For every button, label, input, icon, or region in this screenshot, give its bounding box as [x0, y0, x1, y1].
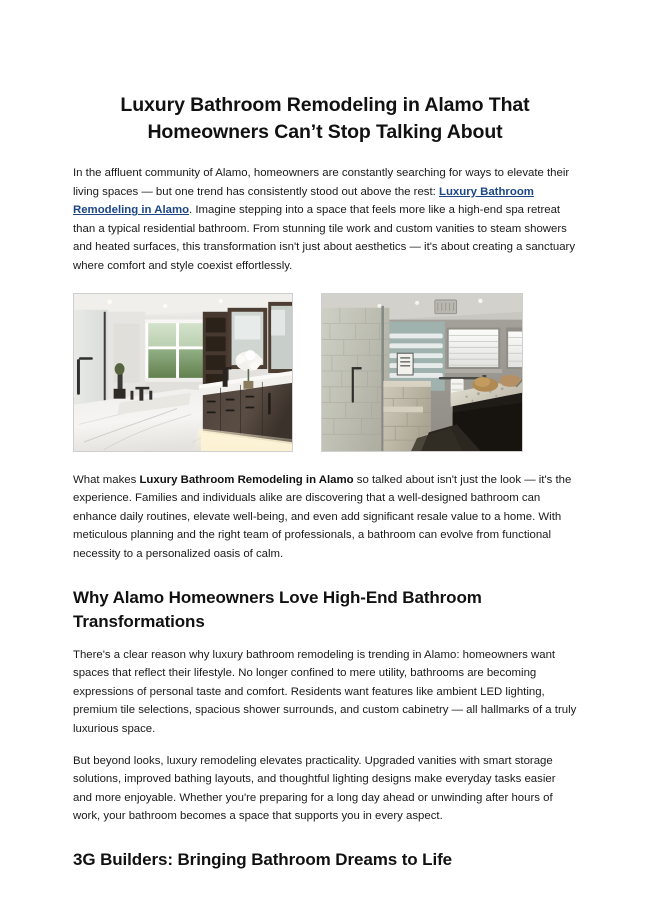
paragraph-intro-text-1: In the affluent community of Alamo, homeowners are constantly searching for ways to elevate their living spaces — but one trend has consistently stood out above the rest: [73, 167, 570, 198]
paragraph-experience-text-1: What makes [73, 473, 140, 486]
walk-in-shower-photo [322, 294, 522, 451]
section-heading-why-alamo: Why Alamo Homeowners Love High-End Bathroom Transformations [73, 587, 482, 631]
paragraph-trending: There's a clear reason why luxury bathroom remodeling is trending in Alamo: homeowners want spaces that reflect their lifestyle. No longer confined to mere utility, bathrooms are becoming expressions of personal taste and comfort. Residents want features like ambient LED lighting, premium tile selections, spacious shower surrounds, and custom cabinetry — all hallmarks of a truly luxurious space. [73, 648, 577, 735]
bathroom-image-right [321, 293, 523, 452]
section-heading-3g-builders: 3G Builders: Bringing Bathroom Dreams to Life [73, 849, 452, 869]
paragraph-experience-strong: Luxury Bathroom Remodeling in Alamo [139, 473, 354, 486]
bathroom-images-row [73, 293, 577, 452]
paragraph-experience-text-2: so talked about isn't just the look — it's the experience. Families and individuals alike are discovering that a well-designed bathroom can enhance daily routines, elevate well-being, and even add significant resale value to a home. With meticulous planning and the right team of professionals, a bathroom can evolve from functional necessity to a personalized oasis of calm. [73, 473, 572, 560]
paragraph-practicality: But beyond looks, luxury remodeling elevates practicality. Upgraded vanities with smart storage solutions, improved bathing layouts, and thoughtful lighting designs make everyday tasks easier and more enjoyable. Whether you're preparing for a long day ahead or unwinding after hours of work, your bathroom becomes a space that supports you in every aspect. [73, 754, 556, 823]
document-content [73, 92, 577, 884]
bathroom-image-left [73, 293, 293, 452]
page-title: Luxury Bathroom Remodeling in Alamo That Homeowners Can’t Stop Talking About [120, 94, 530, 143]
paragraph-experience [73, 471, 577, 564]
paragraph-intro-text-2: . Imagine stepping into a space that feels more like a high-end spa retreat than a typical residential bathroom. From stunning tile work and custom vanities to steam showers and heated surfaces, this transformation isn't just about aesthetics — it's about creating a sanctuary where comfort and style coexist effortlessly. [73, 204, 576, 272]
paragraph-intro [73, 164, 577, 276]
luxury-bathroom-remodeling-link[interactable]: Luxury Bathroom Remodeling in Alamo [73, 185, 534, 217]
luxury-vanity-bathroom-photo [74, 294, 292, 451]
